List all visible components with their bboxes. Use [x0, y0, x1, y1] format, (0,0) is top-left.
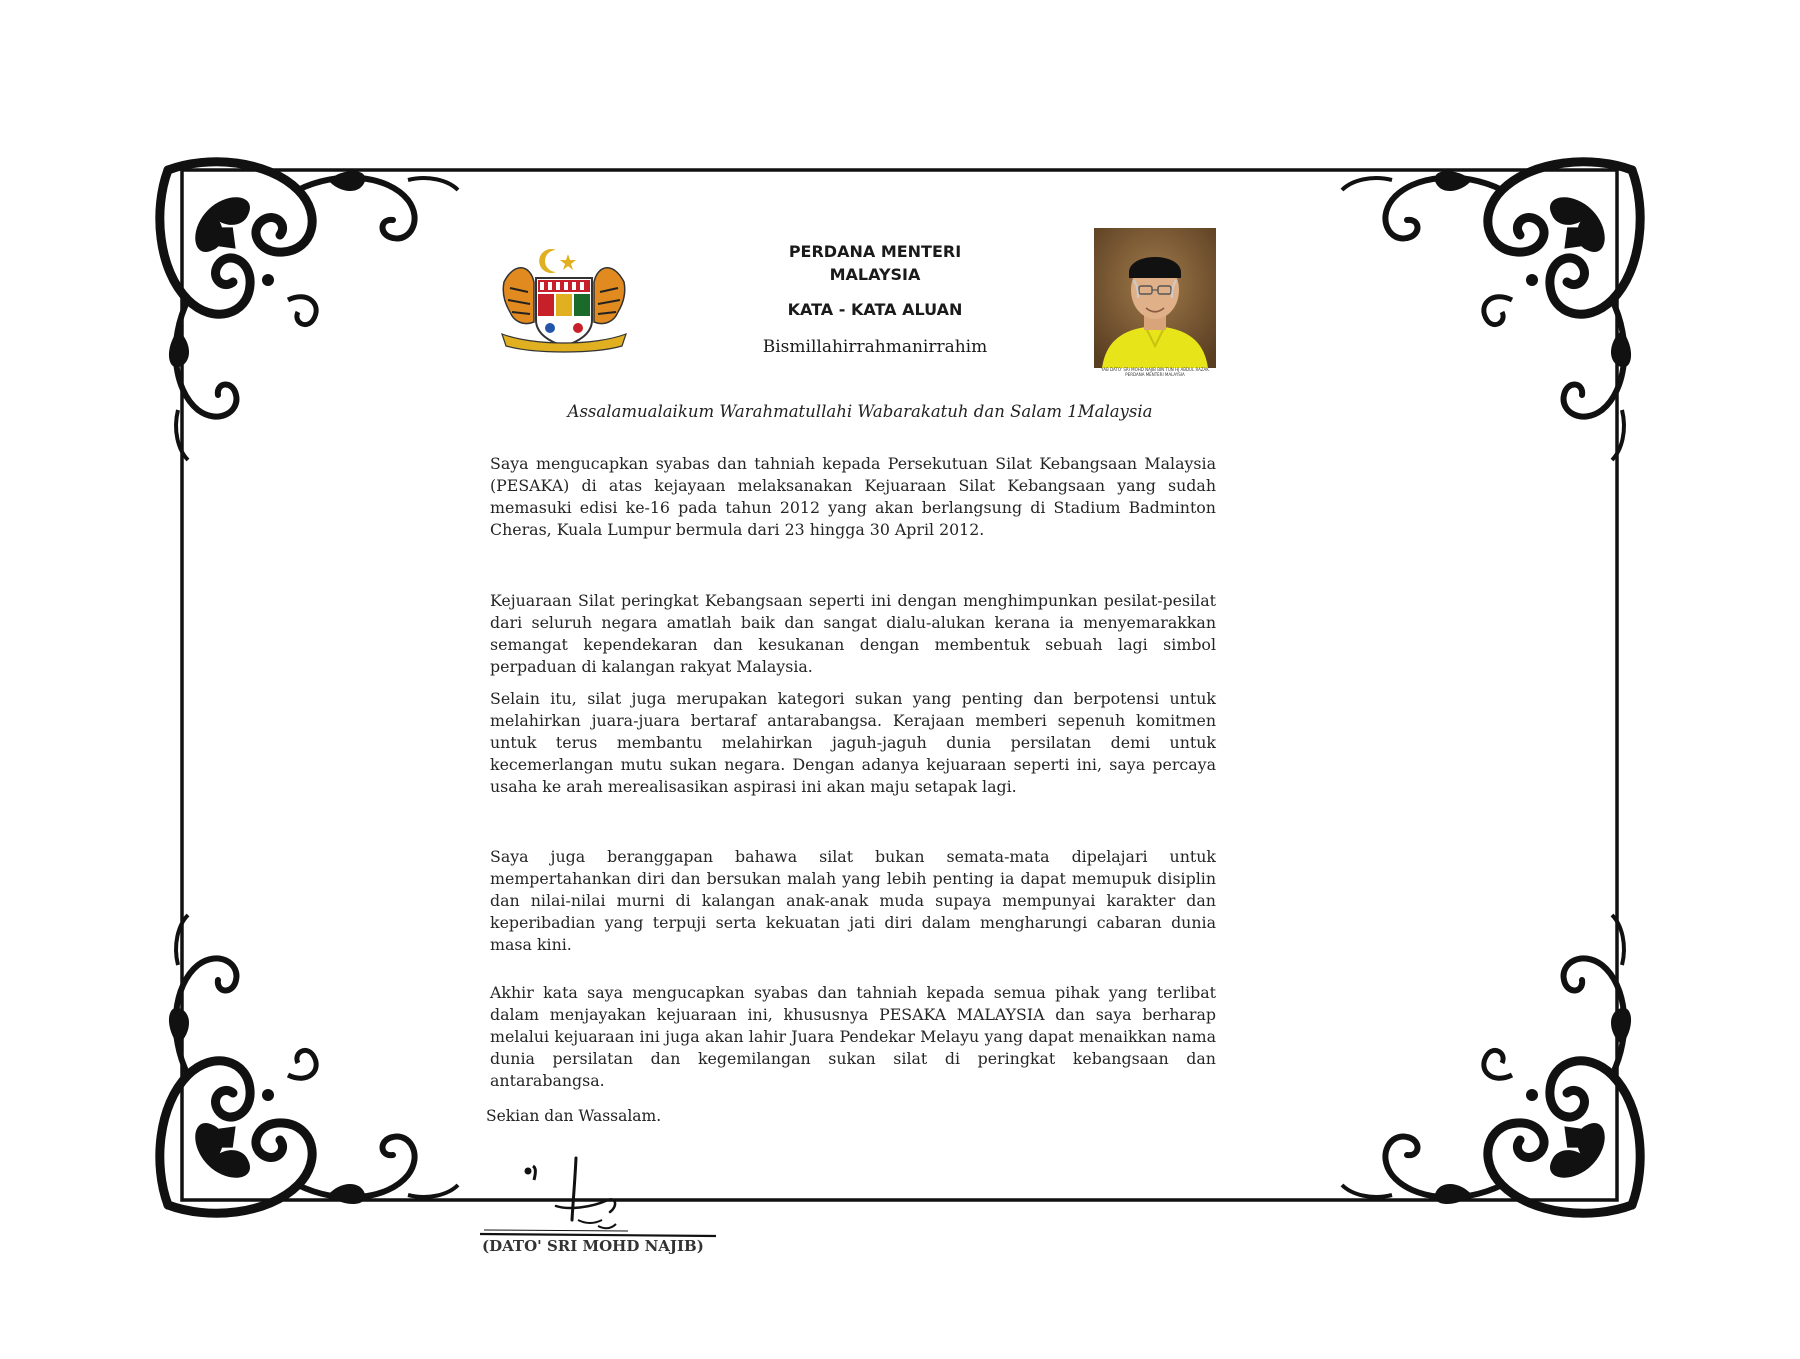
basmala-line: Bismillahirrahmanirrahim: [762, 337, 988, 357]
greeting-line: Assalamualaikum Warahmatullahi Wabarakatuh dan Salam 1Malaysia: [567, 402, 1153, 421]
body-paragraph-3: Selain itu, silat juga merupakan kategori sukan yang penting dan berpotensi untuk melahirkan juara-juara bertaraf antarabangsa. Kerajaan memberi sepenuh komitmen untuk terus membantu melahirkan jaguh-jaguh dunia persilatan demi untuk kecemerlangan mutu sukan negara. Dengan adanya kejuaraan seperti ini, saya percaya usaha ke arah merealisasikan aspirasi ini akan maju setapak lagi.: [490, 689, 1216, 796]
portrait-caption-line1: YAB DATO' SRI MOHD NAJIB BIN TUN HJ ABDUL RAZAK: [1101, 367, 1209, 372]
closing-line: Sekian dan Wassalam.: [486, 1107, 662, 1125]
corner-ornament-top-right: [1342, 162, 1640, 460]
body-paragraph-4: Saya juga beranggapan bahawa silat bukan semata-mata dipelajari untuk mempertahankan diri dan bersukan malah yang lebih penting ia dapat memupuk disiplin dan nilai-nilai murni di kalangan anak-anak muda supaya mempunyai karakter dan keperibadian yang terpuji serta kekuatan jati diri dalam mengharungi cabaran dunia masa kini.: [490, 847, 1216, 954]
portrait-photo: [1094, 228, 1216, 368]
corner-ornament-bottom-right: [1342, 915, 1640, 1213]
body-paragraph-2: Kejuaraan Silat peringkat Kebangsaan seperti ini dengan menghimpunkan pesilat-pesilat dari seluruh negara amatlah baik dan sangat dialu-alukan kerana ia menyemarakkan semangat kependekaran dan kesukanan dengan membentuk sebuah lagi simbol perpaduan di kalangan rakyat Malaysia.: [490, 591, 1216, 676]
signatory-name: (DATO' SRI MOHD NAJIB): [482, 1237, 704, 1255]
body-paragraph-5: Akhir kata saya mengucapkan syabas dan tahniah kepada semua pihak yang terlibat dalam menjayakan kejuaraan ini, khususnya PESAKA MALAYSIA dan saya berharap melalui kejuaraan ini juga akan lahir Juara Pendekar Melayu yang dapat menaikkan nama dunia persilatan dan kegemilangan sukan silat di peringkat kebangsaan dan antarabangsa.: [490, 983, 1216, 1090]
body-paragraph-1: Saya mengucapkan syabas dan tahniah kepada Persekutuan Silat Kebangsaan Malaysia (PESAKA) di atas kejayaan melaksanakan Kejuaraan Silat Kebangsaan yang sudah memasuki edisi ke-16 pada tahun 2012 yang akan berlangsung di Stadium Badminton Cheras, Kuala Lumpur bermula dari 23 hingga 30 April 2012.: [490, 454, 1216, 539]
malaysia-coat-of-arms-icon: [494, 242, 634, 354]
corner-ornament-bottom-left: [160, 915, 458, 1213]
office-title-line1: PERDANA MENTERI: [788, 242, 962, 261]
portrait-caption: [1090, 367, 1220, 377]
handwritten-signature: [478, 1150, 718, 1250]
office-title-line2: MALAYSIA: [829, 265, 921, 284]
corner-ornament-top-left: [160, 162, 458, 460]
document-type-heading: KATA - KATA ALUAN: [787, 300, 963, 319]
portrait-caption-line2: PERDANA MENTERI MALAYSIA: [1125, 372, 1185, 377]
